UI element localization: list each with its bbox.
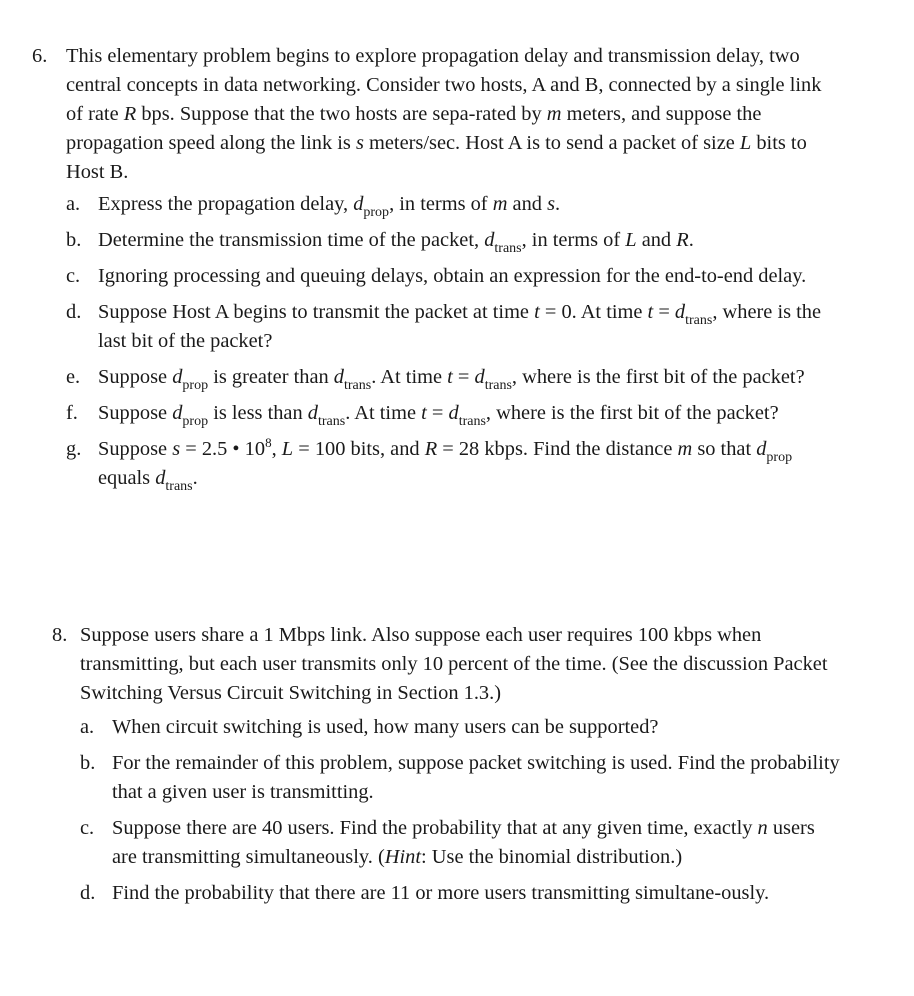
subquestion-a: a. When circuit switching is used, how many users can be supported?	[80, 713, 842, 742]
subquestion-list	[80, 713, 842, 908]
subquestion-b: b. For the remainder of this problem, suppose packet switching is used. Find the probability that a given user is transmitting.	[80, 749, 842, 807]
subquestion-letter: f.	[66, 402, 78, 424]
subquestion-c: c. Ignoring processing and queuing delays, obtain an expression for the end-to-end delay.	[66, 262, 832, 291]
problem-intro: This elementary problem begins to explore propagation delay and transmission delay, two central concepts in data networking. Consider two hosts, A and B, connected by a single link of rate R bps. Suppose that the two hosts are sepa-rated by m meters, and suppose the propagation speed along the link is s meters/sec. Host A is to send a packet of size L bits to Host B.	[66, 45, 822, 183]
problem-6	[32, 42, 832, 500]
subquestion-letter: a.	[66, 193, 81, 215]
subquestion-letter: e.	[66, 366, 81, 388]
subquestion-c: c. Suppose there are 40 users. Find the probability that at any given time, exactly n users are transmitting simultaneously. (Hint: Use the binomial distribution.)	[80, 814, 842, 872]
subquestion-e: e. Suppose $d_{prop}$ is greater than $d_{trans}$. At time $t = d_{trans}$, where is the first bit of the packet?	[66, 363, 832, 392]
subquestion-b: b. Determine the transmission time of the packet, $d_{trans}$, in terms of L and R.	[66, 226, 832, 255]
subquestion-f: f. Suppose $d_{prop}$ is less than $d_{trans}$. At time $t = d_{trans}$, where is the first bit of the packet?	[66, 399, 832, 428]
subquestion-list	[66, 190, 832, 493]
subquestion-letter: c.	[80, 817, 95, 839]
problem-number: 8.	[52, 624, 68, 646]
subquestion-g: g. Suppose s = 2.5 • $10^8$, L = 100 bits, and R = 28 kbps. Find the distance m so that $d_{prop}$ equals $d_{trans}$.	[66, 435, 793, 494]
subquestion-letter: d.	[80, 882, 96, 904]
problem-number: 6.	[32, 45, 48, 67]
subquestion-a: a. Express the propagation delay, $d_{prop}$, in terms of m and s.	[66, 190, 832, 219]
problem-8	[52, 621, 842, 915]
subquestion-letter: c.	[66, 265, 81, 287]
subquestion-letter: b.	[80, 752, 96, 774]
subquestion-letter: b.	[66, 229, 82, 251]
subquestion-letter: d.	[66, 301, 82, 323]
problem-intro: Suppose users share a 1 Mbps link. Also suppose each user requires 100 kbps when transmitting, but each user transmits only 10 percent of the time. (See the discussion Packet Switching Versus Circuit Switching in Section 1.3.)	[80, 624, 828, 704]
subquestion-letter: g.	[66, 438, 82, 460]
subquestion-d: d. Find the probability that there are 11 or more users transmitting simultane-ously.	[80, 879, 842, 908]
subquestion-d: d. Suppose Host A begins to transmit the packet at time t = 0. At time $t = d_{trans}$, where is the last bit of the packet?	[66, 298, 832, 356]
subquestion-letter: a.	[80, 716, 95, 738]
